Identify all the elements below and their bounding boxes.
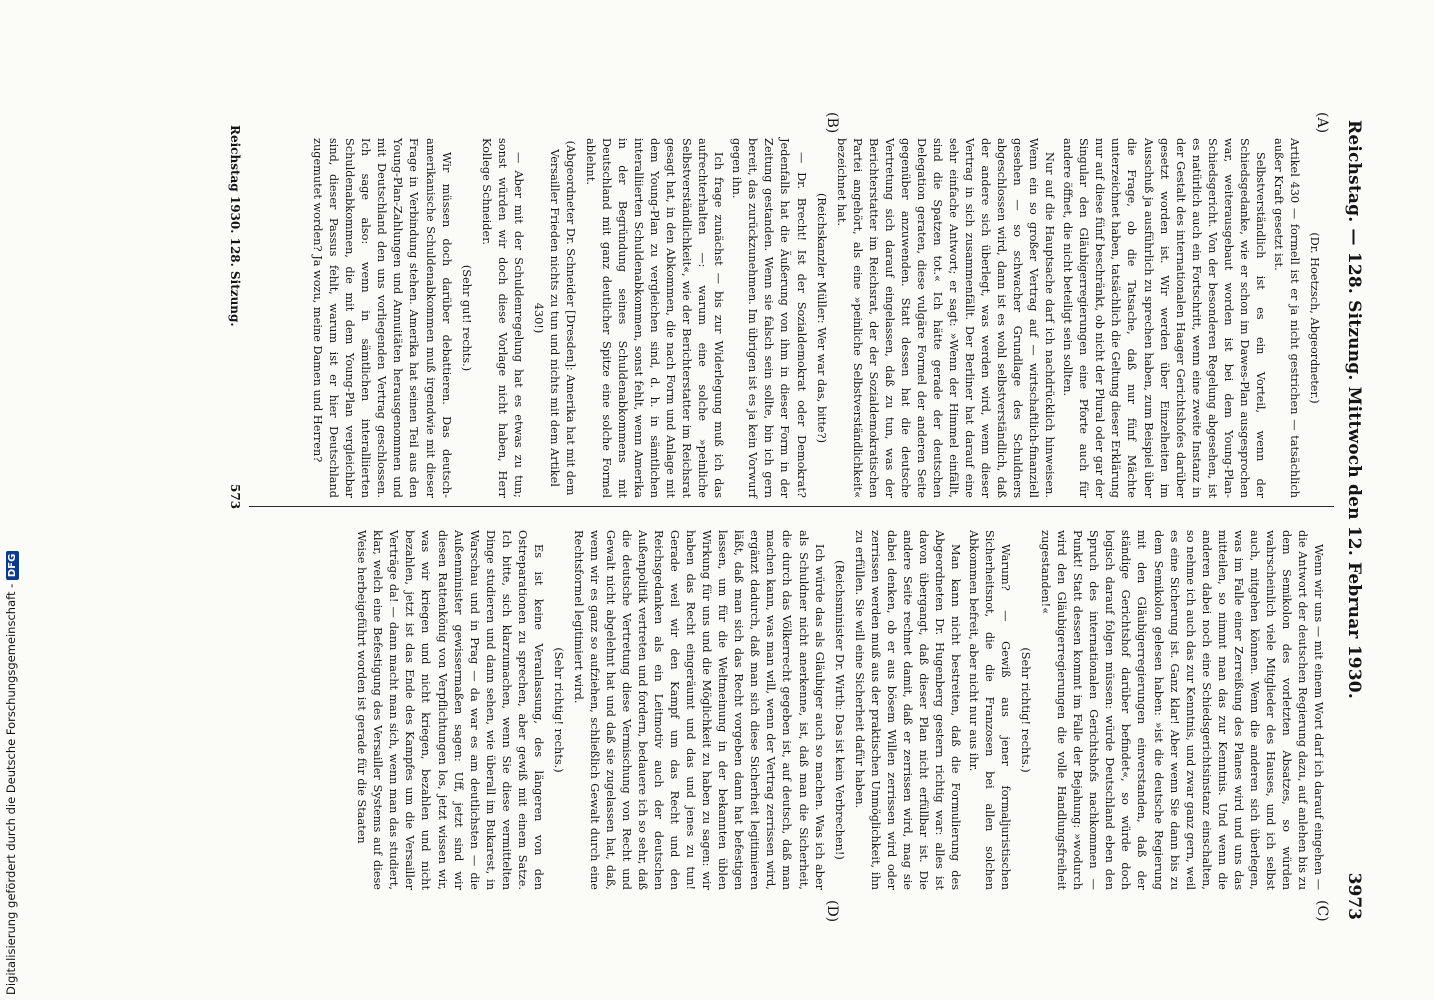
interjection: (Sehr richtig! rechts.): [1019, 647, 1033, 773]
header-page-number: 3973: [1344, 872, 1364, 920]
paragraph: Ich frage zunächst — bis zur Widerlegung muß ich das aufrechterhalten —: warum eine solche »peinliche Selbstverständlichkeit«, wie der Berichterstatter im Reichsrat gesagt hat, in den Abkommen, die nach Form und Anlage mit dem Young-Plan zu vergleichen sind, d. h. in sämtlichen interalliierten Schuldenabkommen, sonst fehlt, wenn Amerika in der Begründung seines Schuldenabkommens mit Deutschland mit ganz deutlicher Spitze eine solche Formel ablehnt.: [583, 138, 726, 498]
footer-source: Reichstag 1930. 128. Sitzung.: [228, 125, 242, 327]
footer-page-number: 573: [228, 484, 242, 510]
paragraph: — Aber mit der Schuldenregelung hat es etwas zu tun; sonst würden wir doch diese Vorlage nicht haben, Herr Kollege Schneider.: [479, 138, 525, 498]
margin-marker-c: (C): [1314, 900, 1330, 922]
paragraph: Selbstverständlich ist es ein Vorteil, wenn der Schiedsgedanke, wie er schon im Dawes-Plan ausgesprochen war, weiterausgebaut worden ist bei dem Young-Plan-Schiedsgericht. Von der besonderen Regelung abgesehen, ist es natürlich auch ein Fortschritt, wenn eine zweite Instanz in der Gestalt des internationalen Haager Gerichtshofes darüber gesetzt worden ist. Wir werden über Einzelheiten im Ausschuß ja ausführlich zu sprechen haben, zum Beispiel über die Frage, ob die Tatsache, daß nur fünf Mächte unterzeichnet haben, tatsächlich die Geltung dieser Erklärung nur auf diese fünf beschränkt, ob nicht der Plural oder gar der Singular den Gläubigerregierungen eine Pforte auch für andere öffnet, die nicht beteiligt sein sollten.: [1061, 138, 1267, 498]
paragraph: Man kann nicht bestreiten, daß die Formulierung des Abgeordneten Dr. Hugenberg gestern richtig war: alles ist davon übergangt, daß dieser Plan nicht erfüllbar ist. Die andere Seite rechnet damit, daß er zerrissen wird, mag sie dabei denken, ob er aus bösem Willen zerrissen wird oder zerrissen werden muß aus der praktischen Unmöglichkeit, ihn zu erfüllen. Sie will eine Sicherheit dafür haben.: [852, 530, 962, 890]
paragraph: Artikel 430 — formell ist er ja nicht gestrichen — tatsächlich außer Kraft gesetzt ist.: [1271, 138, 1301, 498]
column-divider: [249, 506, 1334, 507]
margin-marker-d: (D): [824, 900, 840, 923]
paragraph: Es ist keine Veranlassung, des längeren von den Ostreparationen zu sprechen, aber gewiß mit einem Satze. Ich bitte, sich klarzumachen, wenn Sie diese vermittelten Dinge studieren und dann sehen, wie überall im Bukarest, in Warschau und in Prag — da war es am deutlichsten — die Außenminister gewissermaßen sagen: Uff, jetzt sind wir diesen Rattenkönig von Verpflichtungen los, jetzt wissen wir, was wir kriegen und nicht kriegen, bezahlen und nicht bezahlen, jetzt ist das Ende des Kampfes um die Versailler Verträge da! — dann macht man sich, wenn man das studiert, klar, welch eine Befestigung des Versailler Systems auf diese Weise herbeigeführt worden ist gerade für die Staaten: [355, 530, 545, 890]
paragraph: Wenn wir uns — mit einem Wort darf ich darauf eingehen — die Antwort der deutschen Regierung dazu, auf anlehen bis zu dem Semikolon des vorletzten Absatzes, so würden wahrscheinlich viele Mitglieder des Hauses, und ich selbst auch, mitgehen können. Wenn die anderen sich überlegen, was im Falle einer Zerreißung des Planes wird und uns das mitteilen, so nimmt man das zur Kenntnis. Und wenn die anderen dabei noch eine Schiedsgerichtsinstanz einschalten, so nehme ich auch das zur Kenntnis, und zwar ganz gern, weil es eine Sicherung ist. Ganz klar! Aber wenn Sie dann bis zu dem Semikolon gelesen haben: »ist die deutsche Regierung mit den Gläubigerregierungen einverstanden, daß der ständige Gerichtshof darüber befindet«, so würde doch logisch darauf folgen müssen: würde Deutschland eben den Spruch des internationalen Gerichtshofs nachkommen — Punkt! Statt dessen kommt im Falle der Bejahung: »wodurch wird den Gläubigerregierungen die volle Handlungsfreiheit zugestanden!«: [1039, 530, 1325, 890]
right-column: [351, 530, 1326, 890]
paragraph: Nur auf die Hauptsache darf ich nachdrücklich hinweisen. Wenn ein so großer Vertrag auf — wirtschaftlich-finanziell gesehen — so schwacher Grundlage des Schuldners abgeschlossen wird, dann ist es wohl selbstverständlich, daß der andere sich überlegt, was werden wird, wenn dieser Vertrag in sich zusammenfällt. Der Berliner hat darauf eine sehr einfache Antwort; er sagt: »Wenn der Himmel einfällt, sind die Spatzen tot.« Ich hätte gerade der deutschen Delegation geraten, diese vulgäre Formel der anderen Seite gegenüber anzuwenden. Statt dessen hat die deutsche Vertretung sich darauf eingelassen, daß zu tun, was der Berichterstatter im Reichsrat, der der Sozialdemokratischen Partei angehört, als eine »peinliche Selbstverständlichkeit« bezeichnet hat.: [834, 138, 1057, 498]
credit-text: Digitalisierung gefördert durch die Deutsche Forschungsgemeinschaft -: [4, 583, 18, 995]
digitization-credit: [4, 5, 24, 995]
margin-marker-b: (B): [824, 112, 840, 134]
interjection: (Sehr richtig! rechts.): [551, 647, 565, 773]
dfg-logo-icon: DFG: [6, 551, 19, 580]
speaker-tag: (Dr. Hoetzsch, Abgeordneter.): [1308, 232, 1321, 404]
interjection: (Reichsminister Dr. Wirth: Das ist kein Verbrechen!): [832, 560, 846, 860]
interjection: (Abgeordneter Dr. Schneider [Dresden]: Amerika hat mit dem Versailler Frieden nichts zu tun und nichts mit dem Artikel 430!): [531, 140, 577, 496]
paragraph: — Dr. Brecht! Ist der Sozialdemokrat oder Demokrat? Jedenfalls hat die Äußerung von ihm in dieser Form in der Zeitung gestanden. Wenn sie falsch sein sollte, bin ich gern bereit, das zurückzunehmen. Im übrigen ist es ja kein Vorwurf gegen ihn.: [730, 138, 808, 498]
interjection: (Reichskanzler Müller: Wer war das, bitte?): [814, 192, 828, 444]
interjection: (Sehr gut! rechts.): [459, 264, 473, 372]
running-header: [1334, 120, 1364, 920]
header-title: Reichstag. — 128. Sitzung. Mittwoch den 12. Februar 1930.: [1344, 120, 1364, 699]
margin-marker-a: (A): [1314, 112, 1330, 134]
paragraph: Ich würde das als Gläubiger auch so machen. Was ich aber als Schuldner nicht anerkenne, ist, daß man die Sicherheit, die durch das Völkerrecht gegeben ist, auf deutsch, daß man machen kann, was man will, wenn der Vertrag zerrissen wird, ergänzt dadurch, daß man sich diese Sicherheit legitimieren läßt, daß man sich das Recht vorgeben dann hat befestigen lassen, um für die Weltmeinung in der bekannten üblen Wirkung für uns und die Möglichkeit zu haben zu sagen: wir haben das Recht eingeräumt und das und jenes zu tun! Gerade weil wir den Kampf um das Recht und den Reichsgedanken als ein Leitmotiv auch der deutschen Außenpolitik vertreten und fordern, bedauere ich so sehr, daß die deutsche Vertretung diese Vermischung von Recht und Gewalt nicht abgelehnt hat und daß sie zugelassen hat, daß, wenn wir es ganz so aufziehen, schließlich Gewalt durch eine Rechtsformel legitimiert wird.: [571, 530, 826, 890]
paragraph: Warum? — Gewiß aus jener formaljuristischen Sicherheitsnot, die die Franzosen bei allen solchen Abkommen befreit, aber nicht nur aus ihr.: [967, 530, 1013, 890]
paragraph: Wir müssen doch darüber debattieren. Das deutsch-amerikanische Schuldenabkommen muß irgendwie mit dieser Frage in Verbindung stehen. Amerika hat seinen Teil aus den Young-Plan-Zahlungen und Annuitäten herausgenommen und mit Deutschland den uns vorliegenden Vertrag geschlossen. Ich sage also: wenn in sämtlichen interalliierten Schuldenabkommen, die mit dem Young-Plan vergleichbar sind, dieser Passus fehlt, warum ist er hier Deutschland zugemutet worden? Ja wozu, meine Damen und Herren?: [311, 138, 453, 498]
left-column: [307, 138, 1326, 498]
